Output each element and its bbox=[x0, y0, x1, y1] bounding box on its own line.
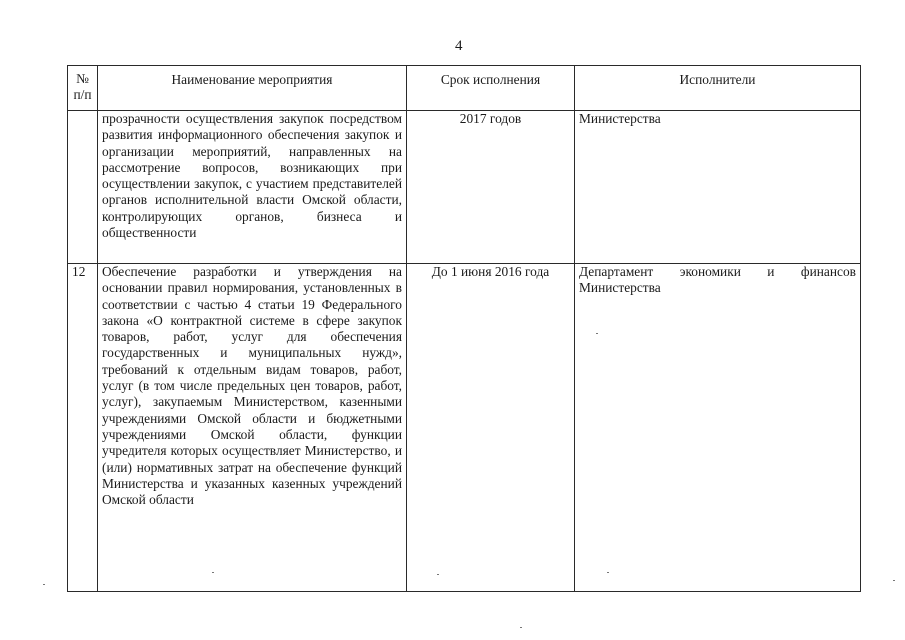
measure-executors: Министерства bbox=[575, 111, 861, 264]
row-number: 12 bbox=[68, 264, 98, 592]
scan-speck bbox=[212, 572, 214, 573]
scan-speck bbox=[43, 584, 45, 585]
scan-speck bbox=[596, 333, 598, 334]
header-num: № п/п bbox=[68, 66, 98, 111]
header-executors: Исполнители bbox=[575, 66, 861, 111]
measure-term: 2017 годов bbox=[407, 111, 575, 264]
measure-term: До 1 июня 2016 года bbox=[407, 264, 575, 592]
measure-name: прозрачности осуществления закупок посредством развития информационного обеспечения закупок и организации мероприятий, направленных на рассмотрение вопросов, возникающих при осуществлении закупок, с участием представителей органов исполнительной власти Омской области, контролирующих органов, бизнеса и общественности bbox=[98, 111, 407, 264]
measures-table bbox=[67, 65, 861, 592]
table-row bbox=[68, 264, 861, 592]
row-number bbox=[68, 111, 98, 264]
table-header-row bbox=[68, 66, 861, 111]
measure-executors: Департамент экономики и финансов Министерства bbox=[575, 264, 861, 592]
table-row bbox=[68, 111, 861, 264]
header-name: Наименование мероприятия bbox=[98, 66, 407, 111]
scan-speck bbox=[437, 574, 439, 575]
scan-speck bbox=[520, 627, 522, 628]
scan-speck bbox=[607, 572, 609, 573]
header-term: Срок исполнения bbox=[407, 66, 575, 111]
measure-name: Обеспечение разработки и утверждения на основании правил нормирования, установленных в соответствии с частью 4 статьи 19 Федерального закона «О контрактной системе в сфере закупок товаров, работ, услуг для обеспечения государственных и муниципальных нужд», требований к отдельным видам товаров, работ, услуг (в том числе предельных цен товаров, работ, услуг), закупаемым Министерством, казенными учреждениями Омской области и бюджетными учреждениями Омской области, функции учредителя которых осуществляет Министерство, и (или) нормативных затрат на обеспечение функций Министерства и указанных казенных учреждений Омской области bbox=[98, 264, 407, 592]
scan-speck bbox=[893, 580, 895, 581]
page-number: 4 bbox=[455, 38, 463, 54]
